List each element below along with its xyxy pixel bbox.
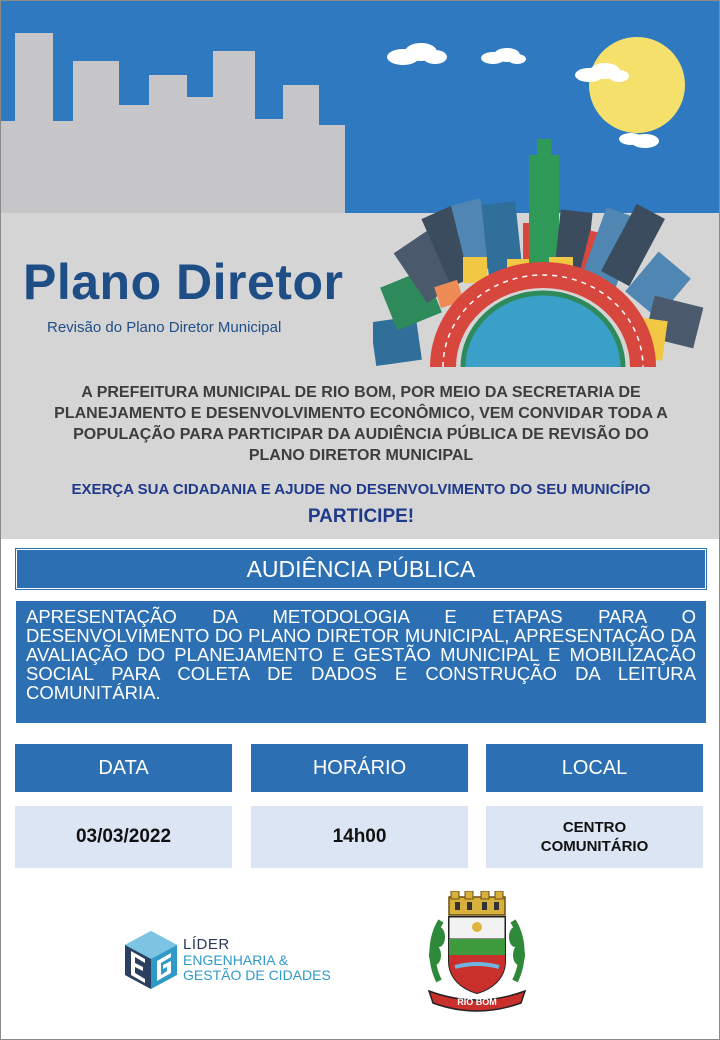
audience-description: APRESENTAÇÃO DA METODOLOGIA E ETAPAS PARA O DESENVOLVIMENTO DO PLANO DIRETOR MUNICIPAL, APRESENTAÇÃO DA AVALIAÇÃO DO PLANEJAMENTO E GESTÃO MUNICIPAL E MOBILIZAÇÃO SOCIAL PARA COLETA DE DADOS E CONSTRUÇÃO DA LEITURA COMUNITÁRIA. — [16, 601, 706, 723]
city-skyline-illustration — [373, 133, 713, 367]
call-to-action: EXERÇA SUA CIDADANIA E AJUDE NO DESENVOLVIMENTO DO SEU MUNICÍPIO — [71, 481, 651, 498]
place-value-line: CENTRO — [562, 819, 627, 836]
time-value: 14h00 — [251, 806, 468, 868]
invitation-line: PLANEJAMENTO E DESENVOLVIMENTO ECONÔMICO, VEM CONVIDAR TODA A — [54, 405, 668, 422]
lider-eg-logo-icon — [121, 929, 181, 991]
cloud-icon — [571, 61, 631, 85]
rio-bom-coat-of-arms-icon — [425, 891, 529, 1013]
cloud-icon — [381, 41, 451, 67]
sun-icon — [589, 37, 685, 133]
gray-skyline-illustration — [1, 1, 361, 213]
invitation-line: POPULAÇÃO PARA PARTICIPAR DA AUDIÊNCIA PÚBLICA DE REVISÃO DO — [73, 426, 649, 443]
company-tagline: ENGENHARIA & — [183, 952, 289, 968]
invitation-text — [21, 382, 701, 466]
invitation-line: A PREFEITURA MUNICIPAL DE RIO BOM, POR MEIO DA SECRETARIA DE — [81, 384, 641, 401]
crest-banner-text: RIO BOM — [457, 997, 497, 1007]
page-title: Plano Diretor — [23, 254, 344, 310]
place-value — [486, 806, 703, 868]
cloud-icon — [477, 45, 527, 67]
place-value-line: COMUNITÁRIO — [540, 838, 649, 855]
company-logo — [121, 929, 351, 989]
time-label: HORÁRIO — [251, 744, 468, 792]
place-label: LOCAL — [486, 744, 703, 792]
invitation-line: PLANO DIRETOR MUNICIPAL — [248, 447, 474, 464]
audience-heading: AUDIÊNCIA PÚBLICA — [16, 549, 706, 589]
company-tagline: GESTÃO DE CIDADES — [183, 967, 331, 983]
participate-heading: PARTICIPE! — [307, 506, 415, 527]
page-subtitle: Revisão do Plano Diretor Municipal — [47, 319, 282, 336]
company-name: LÍDER — [183, 936, 230, 953]
date-label: DATA — [15, 744, 232, 792]
date-value: 03/03/2022 — [15, 806, 232, 868]
